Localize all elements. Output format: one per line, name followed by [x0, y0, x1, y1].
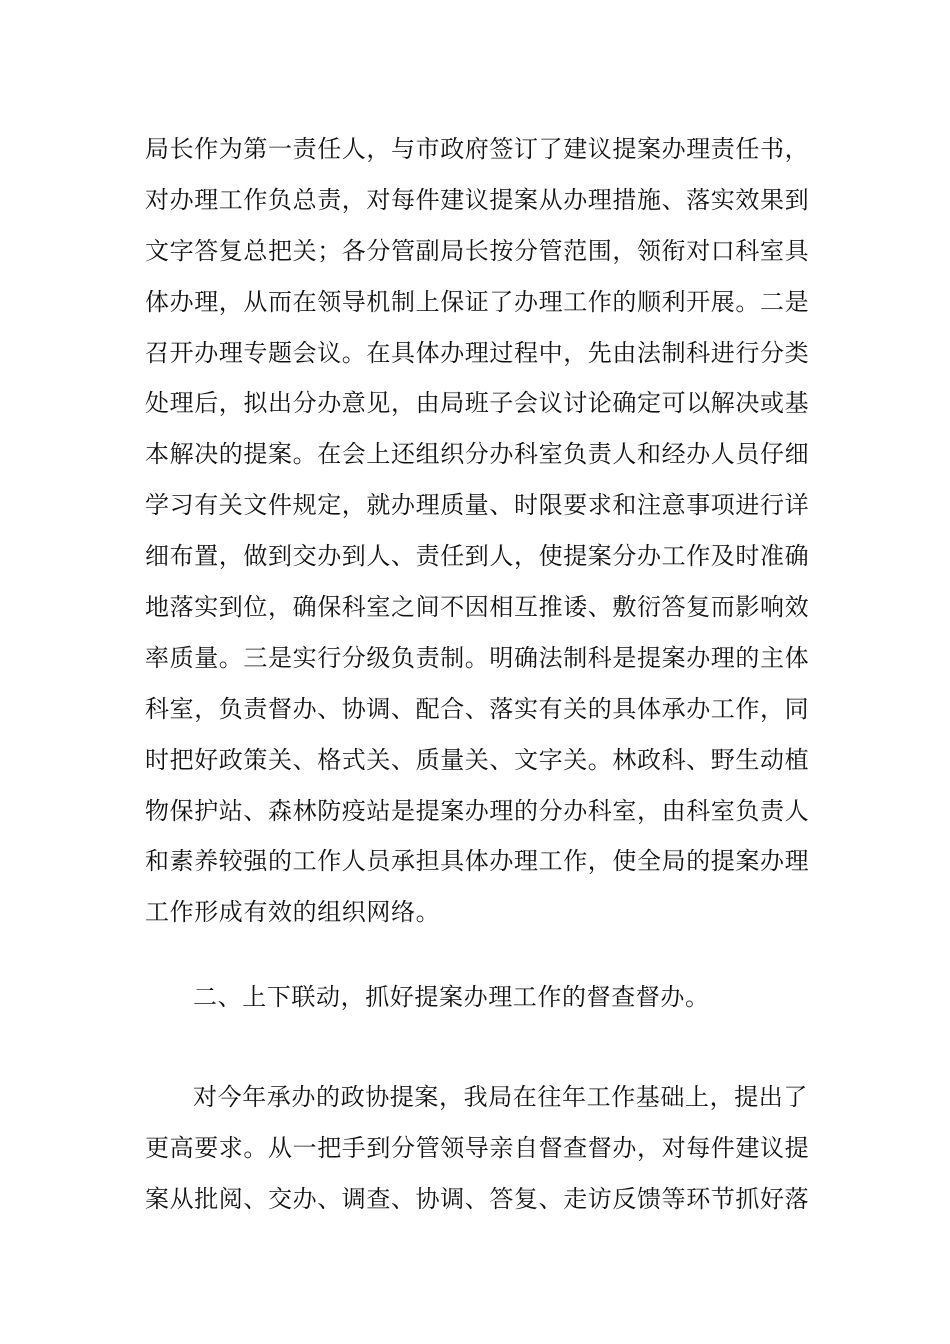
paragraph-line: 对办理工作负总责，对每件建议提案从办理措施、落实效果到: [145, 185, 810, 214]
paragraph-line: 时把好政策关、格式关、质量关、文字关。林政科、野生动植: [145, 745, 810, 774]
paragraph-line: 细布置，做到交办到人、责任到人，使提案分办工作及时准确: [145, 542, 810, 571]
paragraph-line: 案从批阅、交办、调查、协调、答复、走访反馈等环节抓好落: [145, 1184, 810, 1213]
paragraph-supervision: [145, 1072, 810, 1225]
paragraph-line: 本解决的提案。在会上还组织分办科室负责人和经办人员仔细: [145, 440, 810, 469]
paragraph-responsibility: [145, 124, 810, 938]
paragraph-line: 地落实到位，确保科室之间不因相互推诿、敷衍答复而影响效: [145, 593, 810, 622]
paragraph-line: 率质量。三是实行分级负责制。明确法制科是提案办理的主体: [145, 643, 810, 672]
paragraph-line: 处理后，拟出分办意见，由局班子会议讨论确定可以解决或基: [145, 389, 810, 418]
paragraph-line: 召开办理专题会议。在具体办理过程中，先由法制科进行分类: [145, 338, 810, 367]
paragraph-line: 科室，负责督办、协调、配合、落实有关的具体承办工作，同: [145, 694, 810, 723]
paragraph-line: 物保护站、森林防疫站是提案办理的分办科室，由科室负责人: [145, 796, 810, 825]
paragraph-line: 体办理，从而在领导机制上保证了办理工作的顺利开展。二是: [145, 287, 810, 316]
paragraph-line: 文字答复总把关；各分管副局长按分管范围，领衔对口科室具: [145, 236, 810, 265]
section-heading: 二、上下联动，抓好提案办理工作的督查督办。: [193, 983, 710, 1011]
paragraph-line: 学习有关文件规定，就办理质量、时限要求和注意事项进行详: [145, 491, 810, 520]
paragraph-line: 和素养较强的工作人员承担具体办理工作，使全局的提案办理: [145, 847, 810, 876]
paragraph-line: 对今年承办的政协提案，我局在往年工作基础上，提出了: [193, 1083, 808, 1111]
paragraph-line: 局长作为第一责任人，与市政府签订了建议提案办理责任书，: [145, 135, 810, 163]
paragraph-line: 更高要求。从一把手到分管领导亲自督查督办，对每件建议提: [145, 1133, 810, 1162]
paragraph-line: 工作形成有效的组织网络。: [145, 898, 441, 927]
section-heading-block: [145, 972, 805, 1023]
